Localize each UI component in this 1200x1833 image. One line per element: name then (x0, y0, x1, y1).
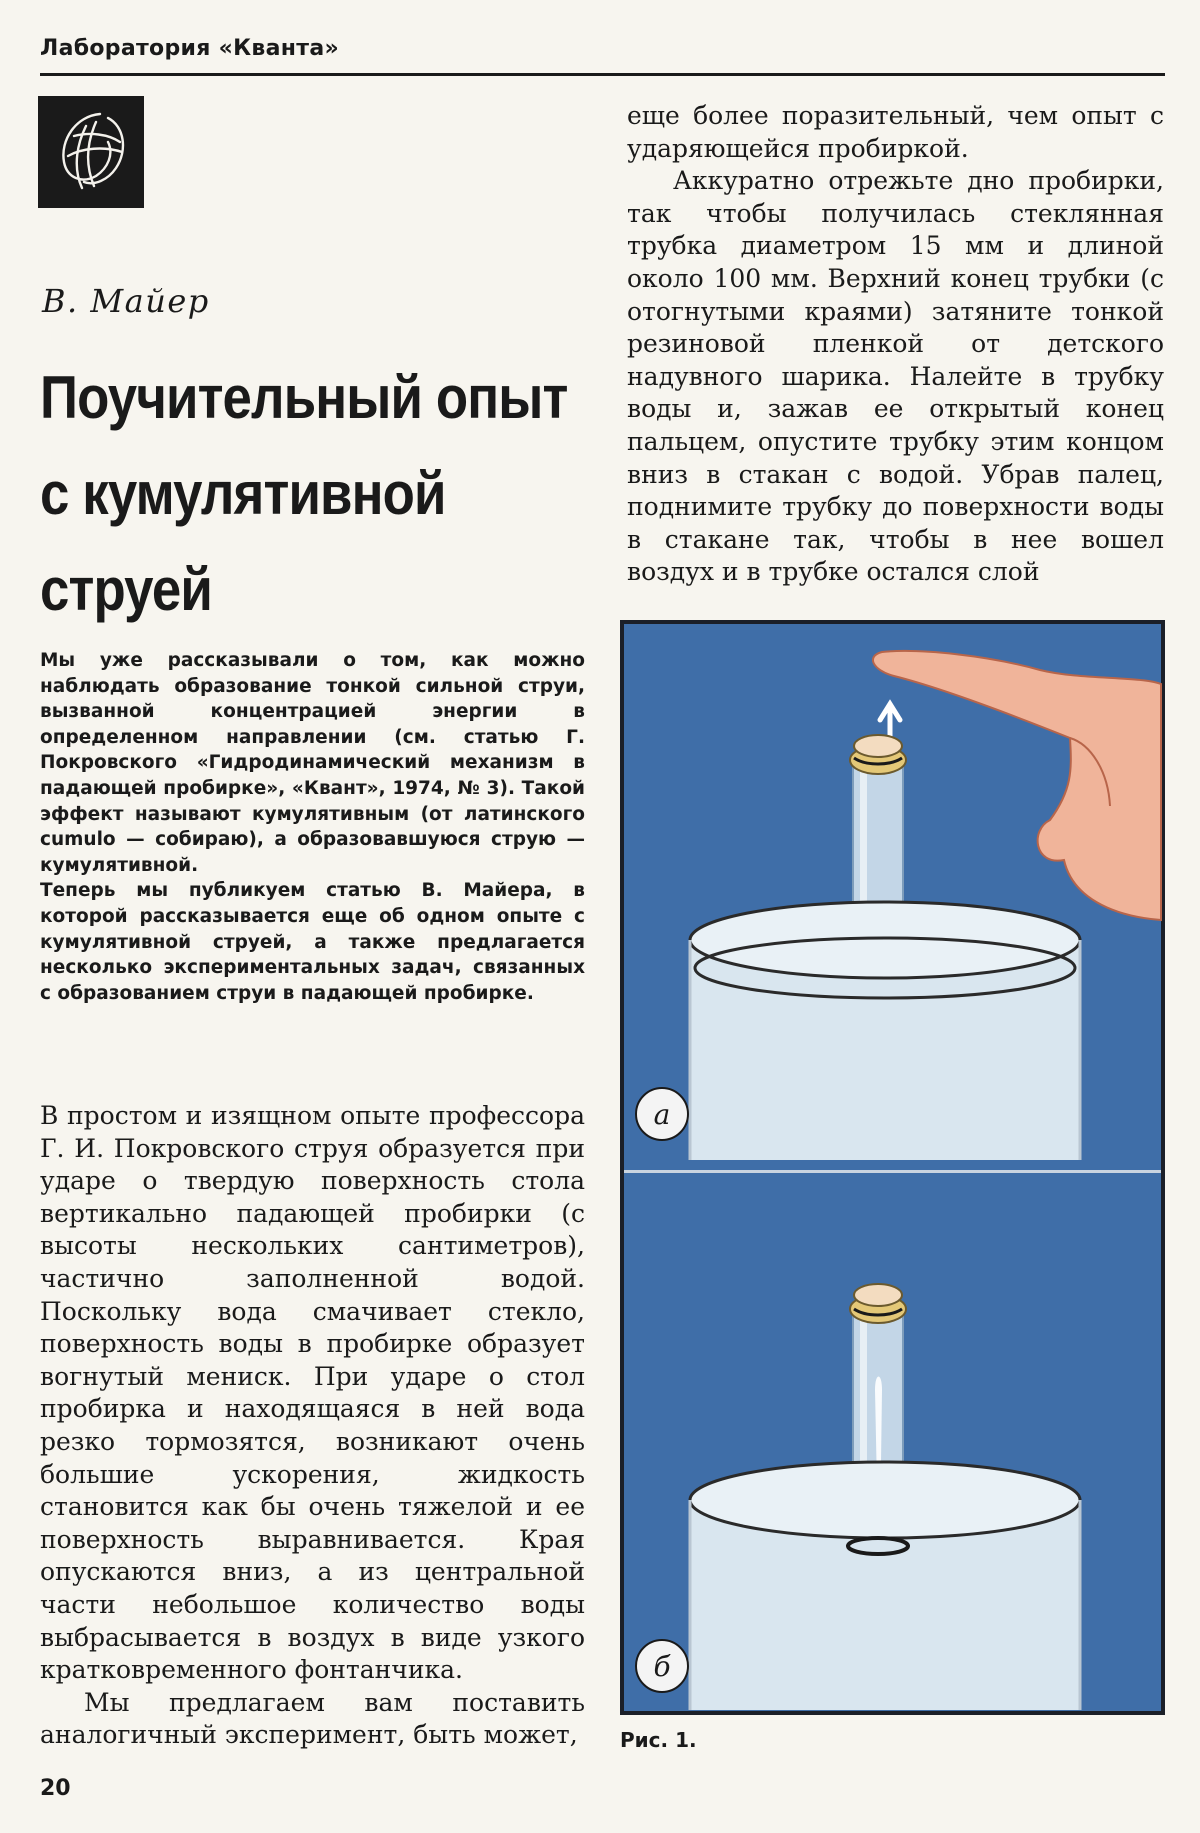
article-title (40, 350, 568, 638)
section-label: Лаборатория «Кванта» (40, 36, 339, 61)
lead-text: Теперь мы публикуем статью В. Майера, в которой рассказывается еще об одном опыте с кумулятивной струей, а также предлагается несколько экспериментальных задач, связанных с образованием струи в падающей пробирке. (40, 880, 585, 1004)
panel-a-label: а (653, 1098, 671, 1131)
body-column-left (40, 1100, 585, 1752)
figure-illustration (620, 620, 1165, 1715)
page-number: 20 (40, 1776, 71, 1801)
header-rule (40, 73, 1165, 76)
panel-b-label: б (653, 1650, 671, 1683)
title-line: струей (40, 556, 212, 623)
section-logo-icon (38, 96, 144, 208)
title-line: Поучительный опыт (40, 364, 568, 431)
lead-paragraph (40, 648, 585, 1006)
author-name: В. Майер (42, 282, 210, 320)
body-paragraph: В простом и изящном опыте профессора Г. И. Покровского струя образуется при ударе о твердую поверхность стола вертикально падающей пробирки (с высоты нескольких сантиметров), частично заполненной водой. Поскольку вода смачивает стекло, поверхность воды в пробирке образует вогнутый мениск. При ударе о стол пробирка и находящаяся в ней вода резко тормозятся, возникают очень большие ускорения, жидкость становится как бы очень тяжелой и ее поверхность выравнивается. Края опускаются вниз, а из центральной части небольшое количество воды выбрасывается в воздух в виде узкого кратковременного фонтанчика. (40, 1101, 585, 1685)
body-column-right (627, 100, 1164, 589)
body-paragraph: еще более поразительный, чем опыт с ударяющейся пробиркой. (627, 101, 1164, 163)
figure-caption: Рис. 1. (620, 1728, 697, 1752)
body-paragraph: Мы предлагаем вам поставить аналогичный эксперимент, быть может, (40, 1687, 585, 1750)
body-paragraph: Аккуратно отрежьте дно пробирки, так чтобы получилась стеклянная трубка диаметром 15 мм и длиной около 100 мм. Верхний конец трубки (с отогнутыми краями) затяните тонкой резиновой пленкой от детского надувного шарика. Налейте в трубку воды и, зажав ее открытый конец пальцем, опустите трубку этим концом вниз в стакан с водой. Убрав палец, поднимите трубку до поверхности воды в стакане так, чтобы в нее вошел воздух и в трубке остался слой (627, 166, 1164, 587)
lead-text: Мы уже рассказывали о том, как можно наблюдать образование тонкой сильной струи, вызванной концентрацией энергии в определенном направлении (см. статью Г. Покровского «Гидродинамический механизм в падающей пробирке», «Квант», 1974, № 3). Такой эффект называют кумулятивным (от латинского cumulo — собираю), а образовавшуюся струю — кумулятивной. (40, 650, 585, 876)
title-line: с кумулятивной (40, 460, 446, 527)
